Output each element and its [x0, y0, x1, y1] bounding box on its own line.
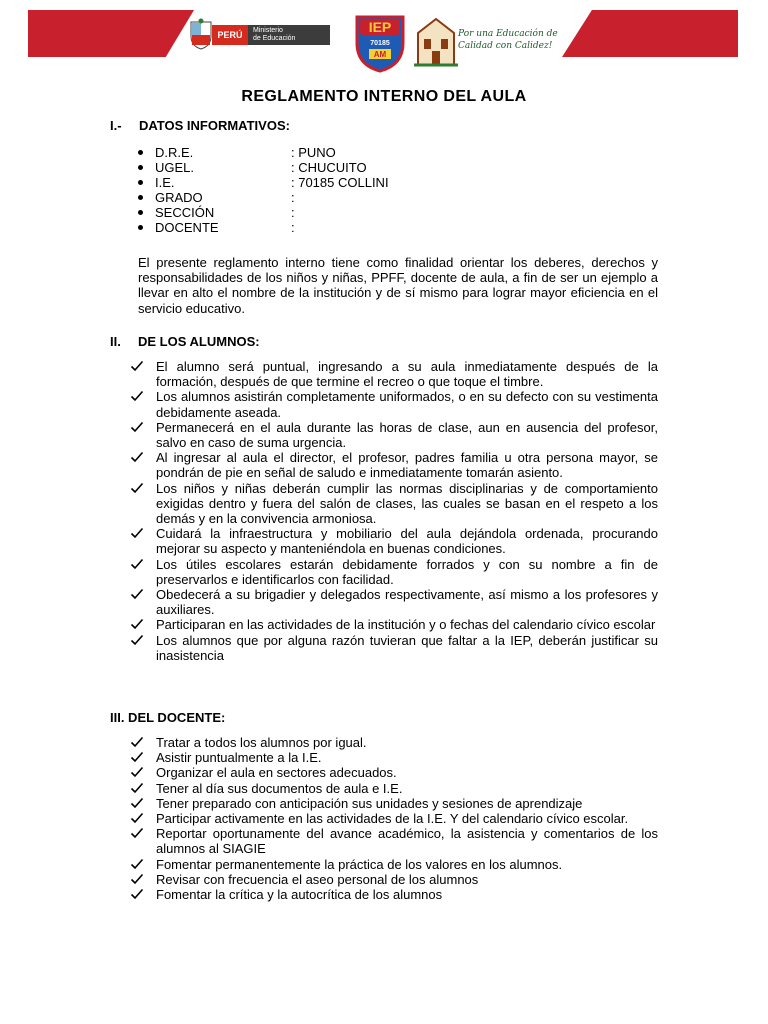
info-value: :: [291, 190, 295, 205]
section-heading-text: DATOS INFORMATIVOS:: [139, 118, 290, 133]
list-item: [130, 857, 658, 872]
rule-text: Fomentar permanentemente la práctica de los valores en los alumnos.: [156, 856, 563, 872]
rule-text: Tratar a todos los alumnos por igual.: [156, 735, 367, 750]
info-value: : PUNO: [291, 145, 336, 160]
red-banner-left: [28, 10, 194, 57]
slogan-line1: Por una Educación de: [458, 29, 558, 39]
checkmark-icon: [130, 617, 144, 631]
bullet-icon: [138, 165, 143, 170]
ministry-line2: de Educación: [253, 35, 296, 42]
info-label: SECCIÓN: [155, 205, 215, 220]
rule-text: Los útiles escolares estarán debidamente forrados y con su nombre a fin de preservarlos e identificarlos con facilidad.: [156, 556, 658, 587]
bullet-icon: [138, 195, 143, 200]
list-item: [130, 872, 658, 887]
iep-logo-initials: AM: [373, 50, 387, 59]
rule-text: Obedecerá a su brigadier y delegados respectivamente, así mismo a los profesores y auxiliares.: [156, 587, 658, 618]
list-item: [130, 826, 658, 856]
rule-text: Los niños y niñas deberán cumplir las normas disciplinarias y de comportamiento exigidas dentro y fuera del salón de clases, las cuales se basan en el respeto a los demás y en la convivencia armoniosa.: [156, 480, 658, 527]
rule-text: Revisar con frecuencia el aseo personal de los alumnos: [156, 871, 479, 887]
checkmark-icon: [130, 796, 144, 810]
list-item: [130, 633, 658, 663]
list-item: [130, 526, 658, 556]
checkmark-icon: [130, 887, 144, 901]
checkmark-icon: [130, 587, 144, 601]
info-label: D.R.E.: [155, 145, 194, 160]
bullet-icon: [138, 150, 143, 155]
info-label: UGEL.: [155, 160, 195, 175]
checkmark-icon: [130, 872, 144, 886]
checkmark-icon: [130, 633, 144, 647]
rule-text: Participaran en las actividades de la institución y o fechas del calendario cívico escolar: [156, 617, 656, 633]
bullet-icon: [138, 225, 143, 230]
rule-text: Organizar el aula en sectores adecuados.: [156, 765, 397, 781]
checkmark-icon: [130, 359, 144, 373]
ministry-label: [248, 25, 330, 45]
checkmark-icon: [130, 750, 144, 764]
rule-text: Tener al día sus documentos de aula e I.E.: [156, 780, 403, 796]
iep-logo-icon: [351, 13, 409, 73]
slogan-line2: Calidad con Calidez!: [458, 41, 553, 51]
rule-text: Participar activamente en las actividades de la I.E. Y del calendario cívico escolar.: [156, 811, 629, 827]
teacher-rules-list: [130, 735, 658, 902]
checkmark-icon: [130, 765, 144, 779]
list-item: [130, 735, 658, 750]
info-value: :: [291, 205, 295, 220]
iep-logo-label: IEP: [368, 19, 392, 35]
list-item: [130, 557, 658, 587]
list-item: [130, 781, 658, 796]
checkmark-icon: [130, 389, 144, 403]
list-item: [130, 811, 658, 826]
checkmark-icon: [130, 857, 144, 871]
slogan: [458, 28, 568, 52]
rule-text: Asistir puntualmente a la I.E.: [156, 750, 322, 766]
ministry-line1: Ministerio: [253, 27, 283, 34]
list-item: [130, 359, 658, 389]
list-item: [130, 765, 658, 780]
rule-text: Tener preparado con anticipación sus unidades y sesiones de aprendizaje: [156, 795, 583, 811]
red-banner-right: [562, 10, 738, 57]
info-label: I.E.: [155, 175, 175, 190]
info-label: GRADO: [155, 190, 203, 205]
rule-text: Permanecerá en el aula durante las horas de clase, aun en ausencia del profesor, salvo en caso de suma urgencia.: [156, 419, 658, 451]
bullet-icon: [138, 210, 143, 215]
info-value: : 70185 COLLINI: [291, 175, 389, 190]
purpose-paragraph: El presente reglamento interno tiene como finalidad orientar los deberes, derechos y responsabilidades de los niños y niñas, PPFF, docente de aula, a fin de ser un ejemplo a llevar en alto el nombre de la institución y de sí mismo para lograr mayor eficiencia en el servicio educativo.: [138, 255, 658, 316]
bullet-icon: [138, 180, 143, 185]
peru-label: PERÚ: [212, 25, 248, 45]
checkmark-icon: [130, 735, 144, 749]
rule-text: El alumno será puntual, ingresando a su aula inmediatamente después de la formación, después de que termine el recreo o que toque el timbre.: [156, 359, 658, 390]
list-item: [130, 617, 658, 632]
rule-text: Los alumnos asistirán completamente uniformados, o en su defecto con su vestimenta debidamente aseada.: [156, 389, 658, 420]
iep-logo-code: 70185: [370, 40, 390, 47]
school-building-logo-icon: [412, 15, 460, 69]
info-label: DOCENTE: [155, 220, 219, 235]
section-number: I.-: [110, 118, 122, 133]
checkmark-icon: [130, 826, 144, 840]
list-item: [130, 587, 658, 617]
header-banner: [0, 0, 768, 72]
checkmark-icon: [130, 526, 144, 540]
info-value: :: [291, 220, 295, 235]
document-title: REGLAMENTO INTERNO DEL AULA: [241, 88, 527, 105]
list-item: [130, 750, 658, 765]
checkmark-icon: [130, 481, 144, 495]
rule-text: Al ingresar al aula el director, el profesor, padres familia u otra persona mayor, se pondrán de pie en señal de saludo e inmediatamente tomarán asiento.: [156, 450, 658, 481]
section-heading-text: III. DEL DOCENTE:: [110, 710, 226, 725]
section-number: II.: [110, 334, 121, 349]
rule-text: Reportar oportunamente del avance académico, la asistencia y comentarios de los alumnos al SIAGIE: [156, 826, 658, 857]
checkmark-icon: [130, 781, 144, 795]
checkmark-icon: [130, 420, 144, 434]
rule-text: Cuidará la infraestructura y mobiliario del aula dejándola ordenada, procurando mejorar su aspecto y manteniéndola en buenas condiciones.: [156, 526, 658, 557]
students-rules-list: [130, 359, 658, 663]
list-item: [130, 389, 658, 419]
list-item: [130, 481, 658, 527]
rule-text: Los alumnos que por alguna razón tuvieran que faltar a la IEP, deberán justificar su inasistencia: [156, 632, 658, 663]
peru-coat-of-arms-icon: [188, 18, 214, 50]
list-item: [130, 450, 658, 480]
checkmark-icon: [130, 557, 144, 571]
rule-text: Fomentar la crítica y la autocrítica de los alumnos: [156, 887, 443, 903]
info-value: : CHUCUITO: [291, 160, 367, 175]
section-heading-text: DE LOS ALUMNOS:: [138, 334, 260, 349]
list-item: [130, 420, 658, 450]
checkmark-icon: [130, 450, 144, 464]
list-item: [130, 796, 658, 811]
checkmark-icon: [130, 811, 144, 825]
list-item: [130, 887, 658, 902]
